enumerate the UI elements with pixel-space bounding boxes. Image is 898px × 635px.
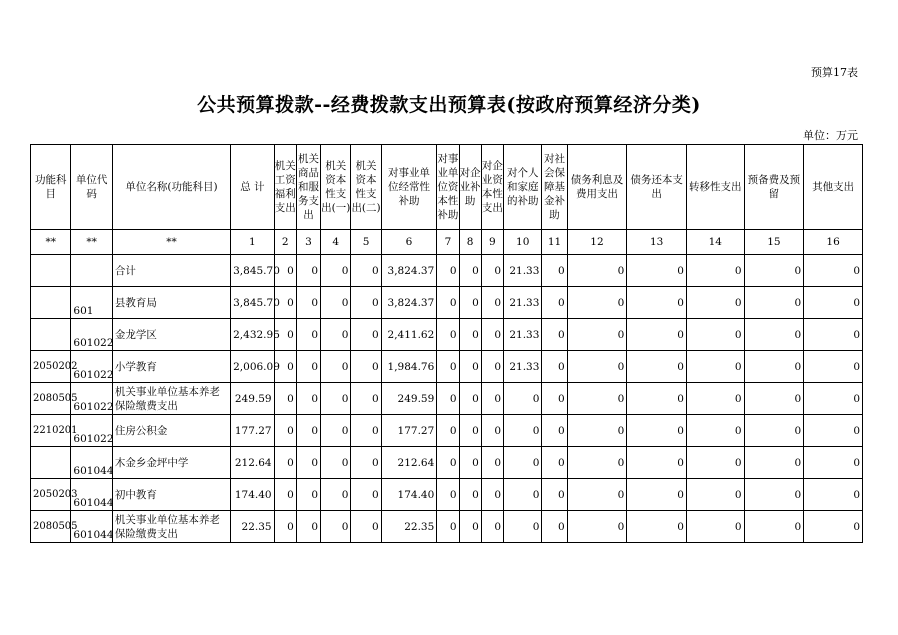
- value-cell: 0: [274, 287, 296, 319]
- column-index-cell: 8: [459, 230, 481, 255]
- value-cell: 0: [481, 511, 503, 543]
- value-cell: 0: [804, 287, 863, 319]
- value-cell: 0: [437, 447, 459, 479]
- value-cell: 0: [459, 319, 481, 351]
- value-cell: 0: [504, 415, 542, 447]
- total-value-cell: 174.40: [231, 479, 274, 511]
- value-cell: 0: [274, 351, 296, 383]
- unit-code-cell: 601: [71, 287, 112, 319]
- total-header: 总 计: [231, 145, 274, 230]
- value-cell: 0: [459, 447, 481, 479]
- value-cell: 0: [627, 319, 687, 351]
- func-code-cell: 2080505: [31, 511, 71, 543]
- value-cell: 0: [459, 479, 481, 511]
- value-cell: 0: [744, 319, 804, 351]
- unit-code-cell: 601022: [71, 415, 112, 447]
- total-value-cell: 3,845.70: [231, 287, 274, 319]
- header-row: [31, 145, 863, 230]
- value-cell: 0: [804, 319, 863, 351]
- unit-code-header: 单位代码: [71, 145, 112, 230]
- goods-services-header: 机关商品和服务支出: [296, 145, 320, 230]
- value-cell: 0: [437, 383, 459, 415]
- value-cell: 0: [321, 351, 351, 383]
- unit-label: 单位：万元: [803, 129, 858, 142]
- value-cell: 0: [296, 479, 320, 511]
- total-value-cell: 212.64: [231, 447, 274, 479]
- value-cell: 0: [481, 319, 503, 351]
- table-row: [31, 383, 863, 415]
- table-row: [31, 319, 863, 351]
- salary-welfare-header: 机关工资福利支出: [274, 145, 296, 230]
- value-cell: 0: [351, 351, 381, 383]
- value-cell: 0: [686, 511, 744, 543]
- unit-name-cell: 住房公积金: [112, 415, 230, 447]
- value-cell: 1,984.76: [381, 351, 437, 383]
- value-cell: 0: [567, 447, 627, 479]
- value-cell: 0: [296, 447, 320, 479]
- unit-code-cell: 601044: [71, 447, 112, 479]
- value-cell: 0: [686, 383, 744, 415]
- table-row: [31, 287, 863, 319]
- value-cell: 212.64: [381, 447, 437, 479]
- table-body: [31, 255, 863, 543]
- value-cell: 0: [321, 287, 351, 319]
- budget-table: [30, 144, 863, 543]
- value-cell: 0: [481, 415, 503, 447]
- value-cell: 0: [744, 415, 804, 447]
- value-cell: 0: [296, 319, 320, 351]
- value-cell: 0: [542, 415, 567, 447]
- value-cell: 0: [321, 255, 351, 287]
- value-cell: 0: [627, 479, 687, 511]
- inst-capital-subsidy-header: 对事业单位资本性补助: [437, 145, 459, 230]
- total-value-cell: 3,845.70: [231, 255, 274, 287]
- value-cell: 0: [437, 319, 459, 351]
- value-cell: 0: [437, 511, 459, 543]
- value-cell: 0: [459, 351, 481, 383]
- value-cell: 0: [351, 415, 381, 447]
- value-cell: 0: [627, 511, 687, 543]
- unit-name-cell: 小学教育: [112, 351, 230, 383]
- value-cell: 0: [567, 479, 627, 511]
- value-cell: 0: [296, 383, 320, 415]
- value-cell: 0: [296, 351, 320, 383]
- value-cell: 0: [321, 415, 351, 447]
- debt-principal-header: 债务还本支出: [627, 145, 687, 230]
- value-cell: 0: [804, 255, 863, 287]
- value-cell: 0: [321, 511, 351, 543]
- value-cell: 0: [542, 511, 567, 543]
- value-cell: 0: [542, 447, 567, 479]
- column-index-cell: 13: [627, 230, 687, 255]
- value-cell: 0: [321, 447, 351, 479]
- value-cell: 0: [296, 415, 320, 447]
- total-value-cell: 22.35: [231, 511, 274, 543]
- unit-name-cell: 县教育局: [112, 287, 230, 319]
- social-security-header: 对社会保障基金补助: [542, 145, 567, 230]
- total-value-cell: 249.59: [231, 383, 274, 415]
- unit-code-cell: 601022: [71, 383, 112, 415]
- value-cell: 3,824.37: [381, 287, 437, 319]
- value-cell: 0: [481, 255, 503, 287]
- unit-code-cell: 601044: [71, 479, 112, 511]
- value-cell: 249.59: [381, 383, 437, 415]
- form-number: 预算17表: [811, 66, 858, 79]
- value-cell: 0: [481, 479, 503, 511]
- value-cell: 0: [504, 511, 542, 543]
- func-code-cell: [31, 319, 71, 351]
- value-cell: 0: [567, 351, 627, 383]
- value-cell: 0: [481, 447, 503, 479]
- unit-code-cell: [71, 255, 112, 287]
- value-cell: 0: [567, 511, 627, 543]
- value-cell: 22.35: [381, 511, 437, 543]
- value-cell: 0: [351, 319, 381, 351]
- table-row: [31, 351, 863, 383]
- value-cell: 0: [296, 255, 320, 287]
- unit-name-header: 单位名称(功能科目): [112, 145, 230, 230]
- column-index-cell: **: [112, 230, 230, 255]
- index-row: [31, 230, 863, 255]
- household-subsidy-header: 对个人和家庭的补助: [504, 145, 542, 230]
- value-cell: 21.33: [504, 319, 542, 351]
- value-cell: 0: [351, 511, 381, 543]
- value-cell: 0: [296, 511, 320, 543]
- column-index-cell: 5: [351, 230, 381, 255]
- value-cell: 0: [686, 415, 744, 447]
- enterprise-capital-header: 对企业资本性支出: [481, 145, 503, 230]
- value-cell: 0: [627, 351, 687, 383]
- column-index-cell: 14: [686, 230, 744, 255]
- total-value-cell: 2,432.95: [231, 319, 274, 351]
- value-cell: 0: [744, 479, 804, 511]
- unit-name-cell: 木金乡金坪中学: [112, 447, 230, 479]
- value-cell: 0: [744, 383, 804, 415]
- value-cell: 0: [686, 287, 744, 319]
- value-cell: 0: [542, 479, 567, 511]
- value-cell: 0: [351, 287, 381, 319]
- column-index-cell: 2: [274, 230, 296, 255]
- value-cell: 0: [459, 511, 481, 543]
- unit-code-cell: 601022: [71, 319, 112, 351]
- value-cell: 21.33: [504, 351, 542, 383]
- value-cell: 0: [274, 415, 296, 447]
- func-code-cell: [31, 447, 71, 479]
- value-cell: 0: [351, 255, 381, 287]
- column-index-cell: 16: [804, 230, 863, 255]
- capital-2-header: 机关资本性支出(二): [351, 145, 381, 230]
- table-row: [31, 447, 863, 479]
- value-cell: 0: [459, 415, 481, 447]
- reserve-header: 预备费及预留: [744, 145, 804, 230]
- value-cell: 0: [274, 479, 296, 511]
- value-cell: 0: [437, 479, 459, 511]
- value-cell: 0: [274, 319, 296, 351]
- total-value-cell: 177.27: [231, 415, 274, 447]
- value-cell: 0: [804, 351, 863, 383]
- value-cell: 0: [686, 319, 744, 351]
- value-cell: 0: [459, 255, 481, 287]
- value-cell: 0: [321, 319, 351, 351]
- value-cell: 0: [686, 255, 744, 287]
- func-code-cell: 2050202: [31, 351, 71, 383]
- value-cell: 0: [459, 383, 481, 415]
- value-cell: 0: [542, 383, 567, 415]
- value-cell: 0: [481, 287, 503, 319]
- column-index-cell: 10: [504, 230, 542, 255]
- value-cell: 0: [504, 447, 542, 479]
- value-cell: 0: [744, 447, 804, 479]
- value-cell: 0: [504, 479, 542, 511]
- value-cell: 0: [437, 351, 459, 383]
- value-cell: 3,824.37: [381, 255, 437, 287]
- value-cell: 0: [274, 447, 296, 479]
- other-header: 其他支出: [804, 145, 863, 230]
- value-cell: 0: [459, 287, 481, 319]
- value-cell: 0: [542, 287, 567, 319]
- column-index-cell: 4: [321, 230, 351, 255]
- value-cell: 0: [804, 447, 863, 479]
- transfer-header: 转移性支出: [686, 145, 744, 230]
- value-cell: 0: [321, 479, 351, 511]
- value-cell: 0: [686, 351, 744, 383]
- value-cell: 0: [351, 479, 381, 511]
- unit-name-cell: 合计: [112, 255, 230, 287]
- value-cell: 21.33: [504, 287, 542, 319]
- value-cell: 0: [804, 415, 863, 447]
- value-cell: 0: [351, 383, 381, 415]
- enterprise-subsidy-header: 对企业补助: [459, 145, 481, 230]
- value-cell: 0: [504, 383, 542, 415]
- value-cell: 0: [804, 383, 863, 415]
- unit-code-cell: 601044: [71, 511, 112, 543]
- value-cell: 0: [437, 287, 459, 319]
- value-cell: 177.27: [381, 415, 437, 447]
- value-cell: 0: [627, 287, 687, 319]
- unit-name-cell: 金龙学区: [112, 319, 230, 351]
- column-index-cell: **: [71, 230, 112, 255]
- value-cell: 0: [567, 319, 627, 351]
- value-cell: 0: [744, 287, 804, 319]
- column-index-cell: 15: [744, 230, 804, 255]
- func-code-cell: 2080505: [31, 383, 71, 415]
- table-row: [31, 255, 863, 287]
- value-cell: 0: [274, 511, 296, 543]
- table-row: [31, 415, 863, 447]
- value-cell: 0: [567, 287, 627, 319]
- value-cell: 0: [686, 447, 744, 479]
- value-cell: 0: [274, 255, 296, 287]
- value-cell: 2,411.62: [381, 319, 437, 351]
- value-cell: 0: [481, 351, 503, 383]
- value-cell: 0: [542, 255, 567, 287]
- column-index-cell: **: [31, 230, 71, 255]
- value-cell: 0: [437, 415, 459, 447]
- column-index-cell: 3: [296, 230, 320, 255]
- column-index-cell: 1: [231, 230, 274, 255]
- value-cell: 0: [804, 511, 863, 543]
- value-cell: 0: [627, 415, 687, 447]
- value-cell: 0: [744, 351, 804, 383]
- func-code-cell: [31, 287, 71, 319]
- value-cell: 0: [437, 255, 459, 287]
- value-cell: 0: [542, 351, 567, 383]
- value-cell: 0: [274, 383, 296, 415]
- value-cell: 0: [481, 383, 503, 415]
- value-cell: 174.40: [381, 479, 437, 511]
- unit-name-cell: 机关事业单位基本养老保险缴费支出: [112, 511, 230, 543]
- inst-regular-subsidy-header: 对事业单位经常性补助: [381, 145, 437, 230]
- value-cell: 0: [627, 383, 687, 415]
- unit-name-cell: 初中教育: [112, 479, 230, 511]
- debt-interest-header: 债务利息及费用支出: [567, 145, 627, 230]
- value-cell: 0: [296, 287, 320, 319]
- capital-1-header: 机关资本性支出(一): [321, 145, 351, 230]
- column-index-cell: 11: [542, 230, 567, 255]
- unit-code-cell: 601022: [71, 351, 112, 383]
- value-cell: 21.33: [504, 255, 542, 287]
- unit-name-cell: 机关事业单位基本养老保险缴费支出: [112, 383, 230, 415]
- value-cell: 0: [804, 479, 863, 511]
- value-cell: 0: [686, 479, 744, 511]
- table-row: [31, 479, 863, 511]
- value-cell: 0: [627, 255, 687, 287]
- column-index-cell: 6: [381, 230, 437, 255]
- table-row: [31, 511, 863, 543]
- func-code-cell: 2050203: [31, 479, 71, 511]
- value-cell: 0: [351, 447, 381, 479]
- value-cell: 0: [542, 319, 567, 351]
- column-index-cell: 9: [481, 230, 503, 255]
- func-code-header: 功能科目: [31, 145, 71, 230]
- column-index-cell: 12: [567, 230, 627, 255]
- value-cell: 0: [744, 255, 804, 287]
- value-cell: 0: [567, 415, 627, 447]
- column-index-cell: 7: [437, 230, 459, 255]
- value-cell: 0: [321, 383, 351, 415]
- total-value-cell: 2,006.09: [231, 351, 274, 383]
- func-code-cell: 2210201: [31, 415, 71, 447]
- func-code-cell: [31, 255, 71, 287]
- value-cell: 0: [744, 511, 804, 543]
- value-cell: 0: [567, 383, 627, 415]
- page-title: 公共预算拨款--经费拨款支出预算表(按政府预算经济分类): [197, 94, 701, 116]
- value-cell: 0: [627, 447, 687, 479]
- value-cell: 0: [567, 255, 627, 287]
